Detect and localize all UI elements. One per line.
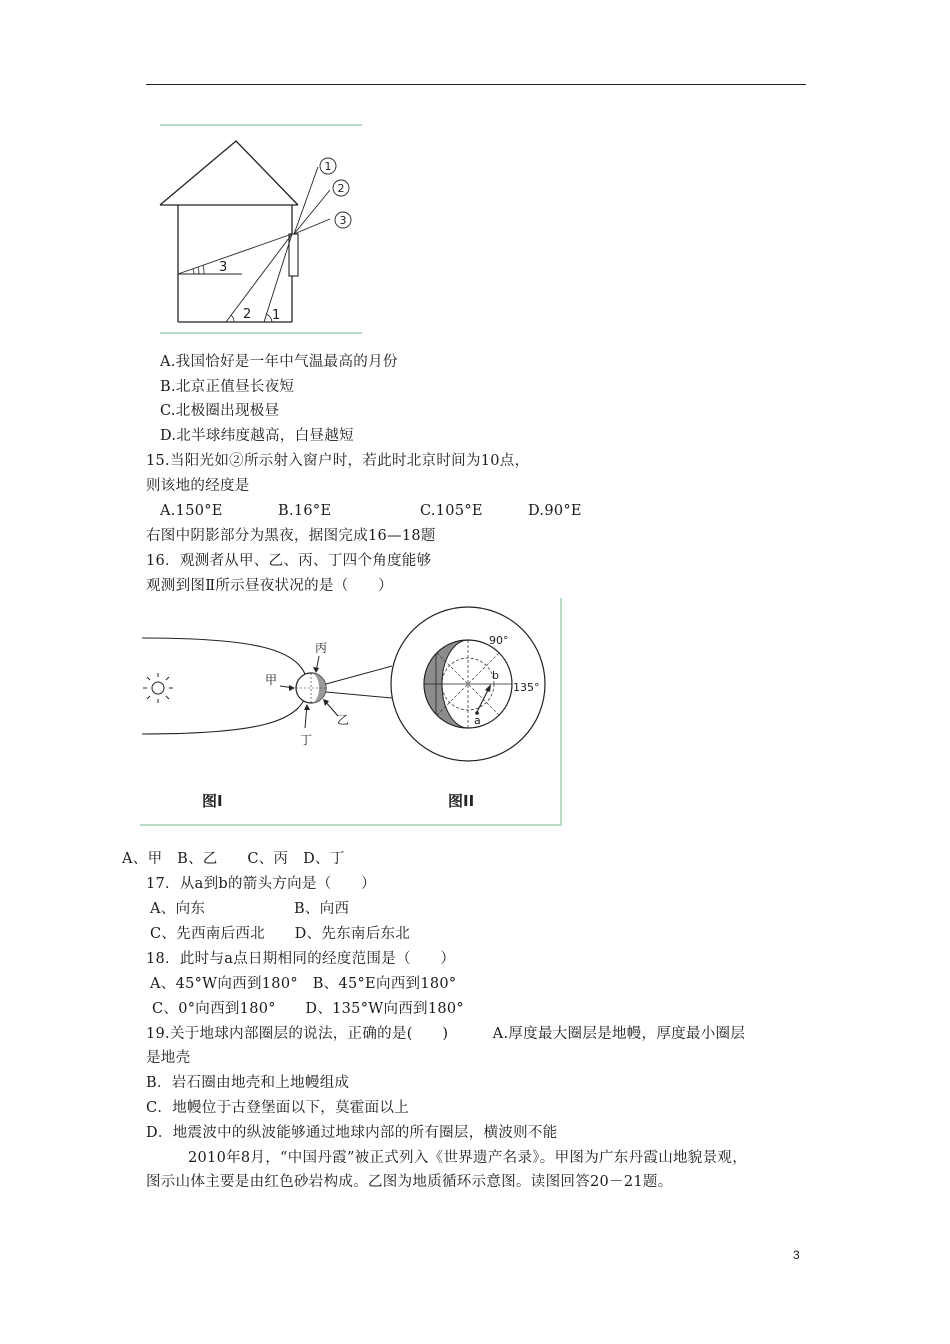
circle-1-num: 1 <box>324 160 332 173</box>
q15-option-a: A.150°E <box>160 503 223 519</box>
label-ding: 丁 <box>300 733 313 747</box>
q15-stem-line2: 则该地的经度是 <box>146 478 250 494</box>
q19-option-b: B．岩石圈由地壳和上地幔组成 <box>146 1075 350 1091</box>
q16-options: A、甲 B、乙 C、丙 D、丁 <box>122 851 345 867</box>
q16-stem-line2: 观测到图Ⅱ所示昼夜状况的是（ ） <box>146 578 393 594</box>
earth-globe <box>296 673 326 703</box>
label-b: b <box>492 669 499 682</box>
angle-label-1: 1 <box>272 308 281 323</box>
angle-label-3: 3 <box>219 260 228 275</box>
zoom-line-bottom <box>326 692 392 698</box>
ray-3-inside <box>178 234 292 274</box>
angle-label-2: 2 <box>243 307 252 322</box>
polar-view <box>424 640 512 728</box>
intro-20-21-line1: 2010年8月，“中国丹霞”被正式列入《世界遗产名录》。甲图为广东丹霞山地貌景观， <box>188 1150 747 1166</box>
label-90: 90° <box>489 634 509 647</box>
q15-option-b: B.16°E <box>278 503 332 519</box>
caption-fig2: 图II <box>448 792 475 810</box>
q18-options-ab: A、45°W向西到180° B、45°E向西到180° <box>150 976 457 992</box>
q18-stem: 18．此时与a点日期相同的经度范围是（ ） <box>146 951 456 967</box>
zoom-line-top <box>326 666 392 684</box>
sun-ray-1 <box>294 167 318 234</box>
q15-stem-line1: 15.当阳光如②所示射入窗户时，若此时北京时间为10点， <box>146 453 530 469</box>
page-number: 3 <box>793 1248 800 1262</box>
intro-16-18: 右图中阴影部分为黑夜，据图完成16—18题 <box>146 528 436 544</box>
label-a: a <box>474 714 481 727</box>
q14-option-b: B.北京正值昼长夜短 <box>160 379 295 395</box>
angle-arc-3b <box>198 267 199 274</box>
angle-arc-3 <box>193 269 194 274</box>
q19-option-c: C．地幔位于古登堡面以下，莫霍面以上 <box>146 1100 409 1116</box>
circle-3-num: 3 <box>339 214 347 227</box>
sun-ray-3 <box>294 219 330 234</box>
q17-stem: 17．从a到b的箭头方向是（ ） <box>146 876 376 892</box>
arrow-bing-head <box>313 667 319 673</box>
q17-options-cd: C、先西南后西北 D、先东南后东北 <box>150 926 411 942</box>
q17-options-ab: A、向东 B、向西 <box>150 901 350 917</box>
angle-arc-2 <box>231 315 234 322</box>
q19-stem-cont: 是地壳 <box>146 1050 191 1066</box>
circle-2-num: 2 <box>337 182 345 195</box>
angle-arc-3c <box>203 265 204 274</box>
label-jia: 甲 <box>265 673 278 687</box>
q16-stem-line1: 16．观测者从甲、乙、丙、丁四个角度能够 <box>146 553 432 569</box>
q14-option-c: C.北极圈出现极昼 <box>160 403 280 419</box>
house-sunlight-figure <box>158 122 364 336</box>
label-yi: 乙 <box>337 713 350 727</box>
caption-fig1: 图I <box>202 792 223 810</box>
arrow-ding-head <box>304 704 310 710</box>
arrow-jia-head <box>289 685 295 691</box>
house-roof <box>160 141 298 205</box>
q15-option-d: D.90°E <box>528 503 582 519</box>
intro-20-21-line2: 图示山体主要是由红色砂岩构成。乙图为地质循环示意图。读图回答20－21题。 <box>146 1174 673 1190</box>
day-night-figure <box>140 598 564 828</box>
sun-icon <box>143 673 173 703</box>
header-rule <box>146 84 806 85</box>
q14-option-d: D.北半球纬度越高，白昼越短 <box>160 428 354 444</box>
sun-ray-2 <box>294 190 330 234</box>
q19-option-d: D．地震波中的纵波能够通过地球内部的所有圈层，横波则不能 <box>146 1125 558 1141</box>
label-135: 135° <box>513 681 540 694</box>
q18-options-cd: C、0°向西到180° D、135°W向西到180° <box>152 1001 464 1017</box>
ray-2-inside <box>226 234 292 322</box>
q14-option-a: A.我国恰好是一年中气温最高的月份 <box>160 354 398 370</box>
q15-option-c: C.105°E <box>420 503 483 519</box>
q19-stem: 19.关于地球内部圈层的说法，正确的是( ) A.厚度最大圈层是地幔，厚度最小圈层 <box>146 1026 746 1042</box>
label-bing: 丙 <box>315 641 328 655</box>
